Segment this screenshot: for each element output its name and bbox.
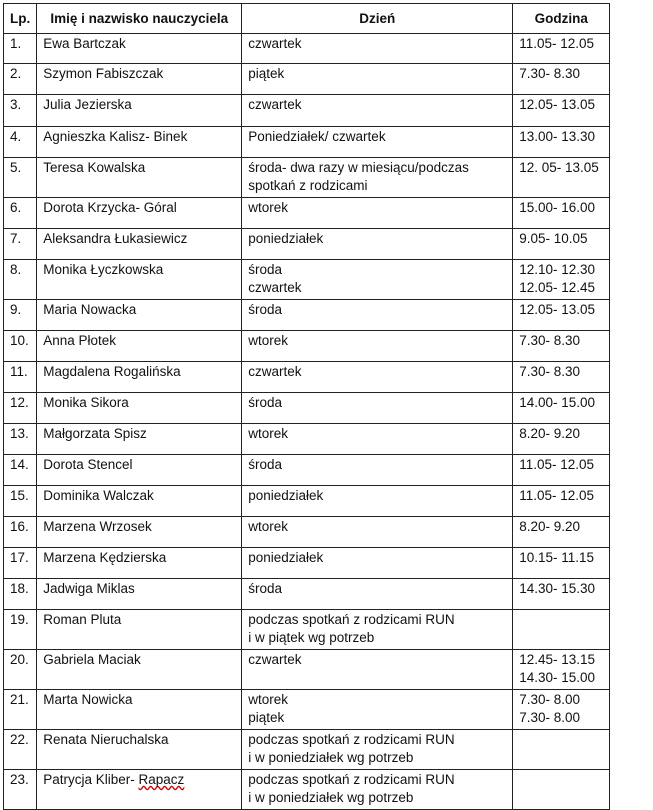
row-number-cell: 11. (4, 362, 37, 393)
table-row (4, 650, 610, 690)
hour-cell: 9.05- 10.05 (513, 229, 610, 260)
teacher-name-cell: Roman Pluta (37, 610, 242, 650)
row-number-cell: 5. (4, 158, 37, 198)
row-number-cell: 9. (4, 300, 37, 331)
hour-cell: 12. 05- 13.05 (513, 158, 610, 198)
day-cell: wtorek (242, 517, 513, 548)
hour-cell: 11.05- 12.05 (513, 455, 610, 486)
hour-cell: 11.05- 12.05 (513, 486, 610, 517)
row-number-cell: 15. (4, 486, 37, 517)
row-number-cell: 3. (4, 95, 37, 127)
hour-cell: 7.30- 8.30 (513, 362, 610, 393)
day-cell: poniedziałek (242, 548, 513, 579)
hour-cell: 7.30- 8.00 7.30- 8.00 (513, 690, 610, 730)
header-hour: Godzina (513, 4, 610, 34)
teacher-name-cell: Julia Jezierska (37, 95, 242, 127)
day-cell: środa (242, 300, 513, 331)
day-cell: wtorek (242, 424, 513, 455)
header-day: Dzień (242, 4, 513, 34)
day-cell: środa- dwa razy w miesiącu/podczas spotkań z rodzicami (242, 158, 513, 198)
day-cell: poniedziałek (242, 486, 513, 517)
spellcheck-underline: Rapacz (138, 772, 185, 787)
table-row (4, 127, 610, 158)
table-row (4, 158, 610, 198)
day-cell: środa (242, 455, 513, 486)
day-cell: czwartek (242, 34, 513, 64)
day-cell: środa czwartek (242, 260, 513, 300)
table-row (4, 548, 610, 579)
hour-cell (513, 610, 610, 650)
teacher-name-cell: Anna Płotek (37, 331, 242, 362)
teacher-name-cell: Dorota Krzycka- Góral (37, 198, 242, 229)
row-number-cell: 4. (4, 127, 37, 158)
teacher-name-cell: Szymon Fabiszczak (37, 64, 242, 95)
hour-cell: 8.20- 9.20 (513, 517, 610, 548)
day-cell: czwartek (242, 95, 513, 127)
hour-cell: 14.30- 15.30 (513, 579, 610, 610)
teacher-name-cell: Marzena Kędzierska (37, 548, 242, 579)
row-number-cell: 17. (4, 548, 37, 579)
table-row (4, 424, 610, 455)
hour-cell: 12.45- 13.15 14.30- 15.00 (513, 650, 610, 690)
header-name: Imię i nazwisko nauczyciela (37, 4, 242, 34)
day-cell: piątek (242, 64, 513, 95)
table-row (4, 64, 610, 95)
teacher-name-cell: Magdalena Rogalińska (37, 362, 242, 393)
teacher-name-cell: Aleksandra Łukasiewicz (37, 229, 242, 260)
teacher-name-cell: Monika Sikora (37, 393, 242, 424)
teacher-name-cell: Jadwiga Miklas (37, 579, 242, 610)
teacher-name-cell: Ewa Bartczak (37, 34, 242, 64)
teacher-name-cell: Małgorzata Spisz (37, 424, 242, 455)
table-row (4, 362, 610, 393)
header-row (4, 4, 610, 34)
teacher-name-cell: Maria Nowacka (37, 300, 242, 331)
hour-cell: 8.20- 9.20 (513, 424, 610, 455)
header-lp: Lp. (4, 4, 37, 34)
row-number-cell: 19. (4, 610, 37, 650)
row-number-cell: 21. (4, 690, 37, 730)
teacher-name-cell: Teresa Kowalska (37, 158, 242, 198)
day-cell: środa (242, 393, 513, 424)
day-cell: podczas spotkań z rodzicami RUN i w piątek wg potrzeb (242, 610, 513, 650)
day-cell: Poniedziałek/ czwartek (242, 127, 513, 158)
day-cell: poniedziałek (242, 229, 513, 260)
day-cell: podczas spotkań z rodzicami RUN i w poniedziałek wg potrzeb (242, 770, 513, 810)
row-number-cell: 20. (4, 650, 37, 690)
hour-cell: 10.15- 11.15 (513, 548, 610, 579)
day-cell: wtorek (242, 331, 513, 362)
table-row (4, 486, 610, 517)
hour-cell (513, 730, 610, 770)
table-row (4, 331, 610, 362)
row-number-cell: 8. (4, 260, 37, 300)
row-number-cell: 7. (4, 229, 37, 260)
teacher-name-cell: Dominika Walczak (37, 486, 242, 517)
hour-cell: 7.30- 8.30 (513, 331, 610, 362)
teacher-name-cell: Gabriela Maciak (37, 650, 242, 690)
table-row (4, 730, 610, 770)
teacher-name-cell: Marzena Wrzosek (37, 517, 242, 548)
row-number-cell: 16. (4, 517, 37, 548)
table-row (4, 579, 610, 610)
hour-cell: 12.05- 13.05 (513, 95, 610, 127)
row-number-cell: 22. (4, 730, 37, 770)
hour-cell: 12.05- 13.05 (513, 300, 610, 331)
row-number-cell: 14. (4, 455, 37, 486)
day-cell: środa (242, 579, 513, 610)
table-row (4, 610, 610, 650)
day-cell: czwartek (242, 362, 513, 393)
hour-cell: 14.00- 15.00 (513, 393, 610, 424)
teacher-name-cell: Marta Nowicka (37, 690, 242, 730)
table-row (4, 229, 610, 260)
teacher-name-cell: Dorota Stencel (37, 455, 242, 486)
hour-cell: 15.00- 16.00 (513, 198, 610, 229)
row-number-cell: 12. (4, 393, 37, 424)
table-row (4, 300, 610, 331)
row-number-cell: 1. (4, 34, 37, 64)
table-row (4, 95, 610, 127)
teacher-name-cell: Agnieszka Kalisz- Binek (37, 127, 242, 158)
table-row (4, 260, 610, 300)
row-number-cell: 2. (4, 64, 37, 95)
row-number-cell: 13. (4, 424, 37, 455)
row-number-cell: 10. (4, 331, 37, 362)
table-row (4, 690, 610, 730)
hour-cell: 7.30- 8.30 (513, 64, 610, 95)
day-cell: podczas spotkań z rodzicami RUN i w poniedziałek wg potrzeb (242, 730, 513, 770)
day-cell: czwartek (242, 650, 513, 690)
table-row (4, 517, 610, 548)
table-row (4, 455, 610, 486)
row-number-cell: 18. (4, 579, 37, 610)
hour-cell (513, 770, 610, 810)
table-row (4, 393, 610, 424)
teacher-schedule-table (3, 3, 610, 810)
day-cell: wtorek (242, 198, 513, 229)
hour-cell: 11.05- 12.05 (513, 34, 610, 64)
table-row (4, 34, 610, 64)
row-number-cell: 23. (4, 770, 37, 810)
day-cell: wtorek piątek (242, 690, 513, 730)
hour-cell: 12.10- 12.30 12.05- 12.45 (513, 260, 610, 300)
table-row (4, 770, 610, 810)
row-number-cell: 6. (4, 198, 37, 229)
teacher-name-cell: Renata Nieruchalska (37, 730, 242, 770)
table-row (4, 198, 610, 229)
hour-cell: 13.00- 13.30 (513, 127, 610, 158)
teacher-name-cell: Patrycja Kliber- Rapacz (37, 770, 242, 810)
teacher-name-cell: Monika Łyczkowska (37, 260, 242, 300)
